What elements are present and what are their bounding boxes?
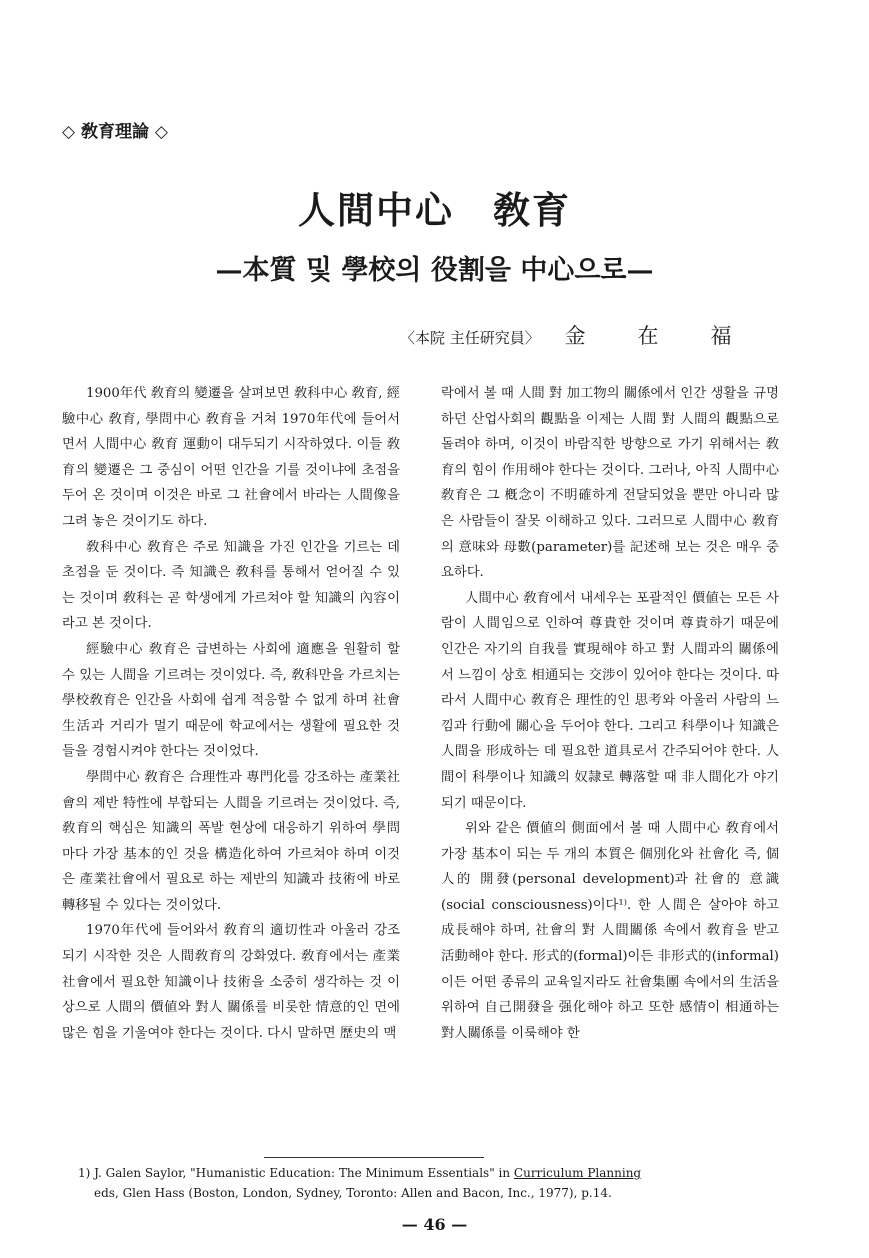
paragraph: 1900年代 敎育의 變遷을 살펴보면 敎科中心 敎育, 經驗中心 敎育, 學問中心 敎育을 거쳐 1970年代에 들어서면서 人間中心 敎育 運動이 대두되기 시작하였다. 이들 敎育의 變遷은 그 중심이 어떤 인간을 기를 것이냐에 초점을 두어 온 것이며 이것은 바로 그 社會에서 바라는 人間像을 그려 놓은 것이기도 하다. <box>62 386 400 529</box>
author-line <box>400 320 800 350</box>
paragraph: 락에서 볼 때 人間 對 加工物의 關係에서 인간 생활을 규명하던 산업사회의 觀點을 이제는 人間 對 人間의 觀點으로 돌려야 하며, 이것이 바람직한 방향으로 가기 위해서는 敎育의 힘이 作用해야 한다는 것이다. 그러나, 아직 人間中心 敎育은 그 槪念이 不明確하게 전달되었을 뿐만 아니라 많은 사람들이 잘못 이해하고 있다. 그러므로 人間中心 敎育의 意味와 母數(parameter)를 記述해 보는 것은 매우 중요하다. <box>441 386 779 581</box>
paragraph: 1970年代에 들어와서 敎育의 適切性과 아울러 강조되기 시작한 것은 人間敎育의 강화였다. 敎育에서는 產業社會에서 필요한 知識이나 技術을 소중히 생각하는 것 이상으로 人間의 價値와 對人 關係를 비롯한 情意的인 면에 많은 힘을 기울여야 한다는 것이다. 다시 말하면 歷史의 맥 <box>62 923 400 1041</box>
footnote-divider <box>264 1157 484 1158</box>
footnote-marker: 1) <box>78 1166 91 1180</box>
paragraph: 學問中心 敎育은 合理性과 專門化를 강조하는 產業社會의 제반 特性에 부합되는 人間을 기르려는 것이었다. 즉, 敎育의 핵심은 知識의 폭발 현상에 대응하기 위하여 學問마다 가장 基本的인 것을 構造化하여 가르쳐야 하며 이것은 產業社會에서 필요로 하는 제반의 知識과 技術에 바로 轉移될 수 있다는 것이었다. <box>62 769 400 913</box>
paragraph: 人間中心 敎育에서 내세우는 포괄적인 價値는 모든 사람이 人間임으로 인하여 尊貴한 것이며 尊貴하기 때문에 인간은 자기의 自我를 實現해야 하고 對 人間과의 關係에서 느낌이 상호 相通되는 交涉이 있어야 한다는 것이다. 따라서 人間中心 敎育은 理性的인 思考와 아울러 사람의 느낌과 行動에 關心을 두어야 한다. 그리고 科學이나 知識은 人間을 形成하는 데 필요한 道具로서 간주되어야 한다. 人間이 科學이나 知識의 奴隷로 轉落할 때 非人間化가 야기되기 때문이다. <box>441 590 779 811</box>
article-title: 人間中心 敎育 <box>298 188 571 232</box>
paragraph: 經驗中心 敎育은 급변하는 사회에 適應을 원활히 할 수 있는 人間을 기르려는 것이었다. 즉, 敎科만을 가르치는 學校敎育은 인간을 사회에 쉽게 적응할 수 없게 하며 社會生活과 거리가 멀기 때문에 학교에서는 생활에 필요한 것들을 경험시켜야 한다는 것이었다. <box>62 641 400 760</box>
article-subtitle: —本質 및 學校의 役割을 中心으로— <box>215 255 654 286</box>
footnote-text-continued: eds, Glen Hass (Boston, London, Sydney, Toronto: Allen and Bacon, Inc., 1977), p.14. <box>94 1186 612 1200</box>
page-number: — 46 — <box>401 1215 468 1234</box>
author-affiliation: 〈本院 主任硏究員〉 <box>400 329 540 347</box>
footnote-text: J. Galen Saylor, "Humanistic Education: The Minimum Essentials" in <box>94 1166 514 1180</box>
body-column-left <box>62 381 400 1046</box>
paragraph: 敎科中心 敎育은 주로 知識을 가진 인간을 기르는 데 초점을 둔 것이다. 즉 知識은 敎科를 통해서 얻어질 수 있는 것이며 敎科는 곧 학생에게 가르쳐야 할 知識의 內容이라고 본 것이다. <box>62 539 400 632</box>
footnote <box>78 1163 808 1203</box>
footnote-book-title: Curriculum Planning <box>513 1166 642 1180</box>
author-name: 金在福 <box>564 324 784 348</box>
body-column-right <box>441 381 779 1046</box>
paragraph: 위와 같은 價値의 側面에서 볼 때 人間中心 敎育에서 가장 基本이 되는 두 개의 本質은 個別化와 社會化 즉, 個人的 開發(personal development)과 社會的 意識(social consciousness)이다¹⁾. 한 人間은 살아야 하고 成長해야 하며, 社會의 對 人間關係 속에서 敎育을 받고 活動해야 한다. 形式的(formal)이든 非形式的(informal)이든 어떤 종류의 교육일지라도 社會集團 속에서의 生活을 위하여 自己開發을 强化해야 하고 또한 感情이 相通하는 對人關係를 이룩해야 한 <box>441 821 779 1041</box>
section-label: ◇ 敎育理論 ◇ <box>62 122 168 142</box>
